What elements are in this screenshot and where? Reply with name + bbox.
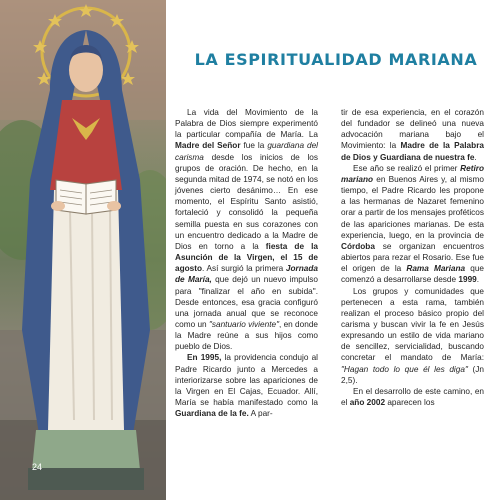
article-column-left <box>175 107 318 419</box>
paragraph: Los grupos y comunidades que pertenecen a esta rama, también realizan el proceso básico propio del carisma y buscan vivir la fe en Jesús expresando un estilo de vida mariano de sencillez, servicialidad, buscando concretar el mandato de María: "Hagan todo lo que él les diga" (Jn 2,5). <box>341 286 484 385</box>
paragraph: tir de esa experiencia, en el corazón del fundador se delineó una nueva advocación mariana bajo el Movimiento: la Madre de la Palabra de Dios y Guardiana de nuestra fe. <box>341 108 484 162</box>
open-book <box>51 180 121 214</box>
page-number: 24 <box>32 462 43 472</box>
article-column-right <box>341 107 484 408</box>
statue-photo <box>0 0 166 500</box>
paragraph: Ese año se realizó el primer Retiro mariano en Buenos Aires y, al mismo tiempo, el Padre Ricardo les propone a las hermanas de Nazaret femenino orar a partir de los mensajes proféticos de las apariciones marianas. De esta experiencia, luego, en la provincia de Córdoba se organizan encuentros abiertos para rezar el Rosario. Ese fue el origen de la Rama Mariana que comenzó a desarrollarse desde 1999. <box>341 163 485 285</box>
paragraph: La vida del Movimiento de la Palabra de Dios siempre experimentó la particular compañía de María. La Madre del Señor fue la guardiana del carisma desde los inicios de los grupos de oración. De hecho, en la segunda mitad de 1974, se notó en los jóvenes cierto desánimo… En ese momento, el Espíritu Santo asistió, fortaleció y consolidó la pequeña semilla puesta en sus corazones con un encuentro dedicado a la Madre de Dios en torno a la fiesta de la Asunción de la Virgen, el 15 de agosto. Así surgió la primera Jornada de María, que dejó un nuevo impulso para "finalizar el año en subida". Desde entonces, esa gracia configuró una jornada anual que se reconoce como un "santuario viviente", en donde la Madre reúne a sus hijos como pueblo de Dios. <box>175 108 319 352</box>
paragraph: En 1995, la providencia condujo al Padre Ricardo junto a Mercedes a interiorizarse sobre las apariciones de la Virgen en El Cajas, Ecuador. Allí, María se había manifestado como la Guardiana de la fe. A par- <box>175 353 319 419</box>
page-title: LA ESPIRITUALIDAD MARIANA <box>194 50 478 69</box>
paragraph: En el desarrollo de este camino, en el año 2002 aparecen los <box>341 386 484 408</box>
